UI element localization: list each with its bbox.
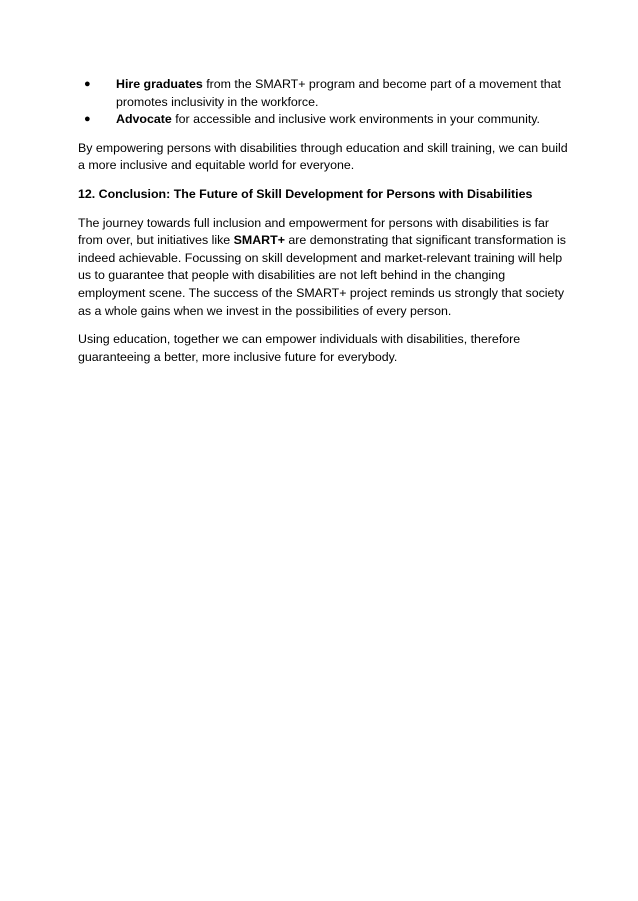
bullet-bold-text: Advocate — [116, 112, 172, 127]
journey-text-2: are demonstrating that significant transformation is indeed achievable. Focussing on skill development and market-relevant training will help us to guarantee that people with disabilities are not left behind in the changing employment scene. The success of the SMART+ project reminds us strongly that society as a whole gains when we invest in the possibilities of every person. — [78, 233, 566, 318]
bullet-bold-text: Hire graduates — [116, 77, 203, 91]
list-item — [78, 76, 568, 111]
bullet-text: from the SMART+ program and become part of a movement that promotes inclusivity in the workforce. — [116, 77, 561, 109]
bullet-dot-icon: ● — [84, 113, 91, 126]
paragraph-journey — [78, 215, 568, 321]
list-item — [78, 111, 568, 129]
bullet-dot-icon: ● — [84, 78, 91, 90]
paragraph-empowering: By empowering persons with disabilities through education and skill training, we can build a more inclusive and equitable world for everyone. — [78, 140, 568, 173]
section-heading: 12. Conclusion: The Future of Skill Development for Persons with Disabilities — [78, 186, 533, 201]
bullet-text: for accessible and inclusive work environments in your community. — [171, 112, 540, 127]
smart-plus-bold: SMART+ — [233, 233, 285, 248]
journey-text-1: The journey towards full inclusion and empowerment for persons with disabilities is far from over, but initiatives like — [78, 215, 550, 248]
paragraph-education: Using education, together we can empower individuals with disabilities, therefore guaranteeing a better, more inclusive future for everybody. — [78, 332, 521, 364]
action-bullet-list — [78, 76, 568, 129]
